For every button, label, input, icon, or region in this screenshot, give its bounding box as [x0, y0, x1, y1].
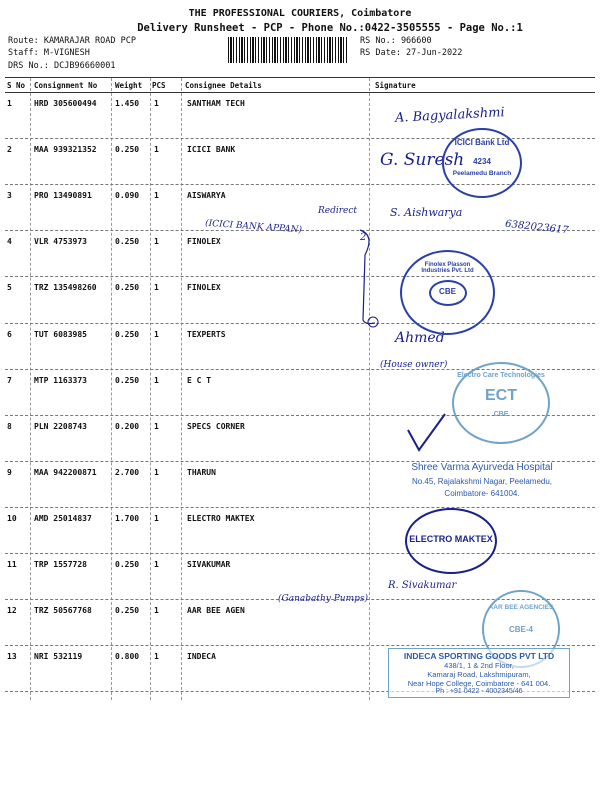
- row-divider: [5, 553, 595, 554]
- varma-hospital-stamp: Shree Varma Ayurveda Hospital No.45, Rajalakshmi Nagar, Peelamedu, Coimbatore- 641004.: [411, 462, 553, 498]
- cell-pcs: 1: [154, 283, 159, 293]
- cell-pcs: 1: [154, 375, 159, 385]
- cell-consignee: SIVAKUMAR: [187, 560, 231, 569]
- cell-consignment-no: TRP 1557728: [34, 560, 87, 569]
- signature-row-11: R. Sivakumar: [388, 580, 457, 591]
- ect-stamp: Electro Care Technologies ECT CBE: [452, 362, 550, 444]
- cell-weight: 2.700: [115, 467, 140, 477]
- cell-consignee: THARUN: [187, 467, 216, 477]
- cell-sno: 6: [7, 329, 12, 339]
- row-divider: [5, 276, 595, 277]
- cell-pcs: 1: [154, 99, 159, 108]
- cell-consignment-no: PRO 13490891: [34, 191, 92, 201]
- signature-row-3: S. Aishwarya: [390, 206, 463, 219]
- cell-consignment-no: HRD 305600494: [34, 99, 97, 108]
- cell-weight: 0.250: [115, 237, 140, 247]
- column-divider: [181, 78, 182, 700]
- column-divider: [369, 78, 370, 700]
- rs-date: RS Date: 27-Jun-2022: [360, 48, 463, 58]
- cell-sno: 10: [7, 513, 17, 523]
- cell-pcs: 1: [154, 421, 159, 431]
- cell-weight: 0.800: [115, 652, 140, 662]
- row-divider: [5, 323, 595, 324]
- cell-weight: 0.250: [115, 329, 140, 339]
- cell-weight: 0.250: [115, 375, 140, 385]
- cell-sno: 5: [7, 283, 12, 293]
- col-header-consignment: Consignment No: [34, 81, 98, 90]
- cell-sno: 2: [7, 145, 12, 155]
- cell-consignment-no: MTP 1163373: [34, 375, 87, 385]
- cell-consignee: ICICI BANK: [187, 145, 236, 155]
- signature-row-2: G. Suresh: [380, 150, 465, 170]
- row-divider: [5, 507, 595, 508]
- cell-consignee: ELECTRO MAKTEX: [187, 513, 255, 523]
- cell-weight: 1.450: [115, 99, 140, 108]
- cell-weight: 0.250: [115, 606, 140, 616]
- cell-sno: 11: [7, 560, 17, 569]
- route-label: Route: KAMARAJAR ROAD PCP: [8, 36, 136, 46]
- indeca-stamp: INDECA SPORTING GOODS PVT LTD 438/1, 1 & 2nd Floor, Kamaraj Road, Lakshmipuram, Near Hope College, Coimbatore - 641 004. Ph : +91 0422 - 4002345/46: [388, 648, 570, 698]
- redirect-word: Redirect: [318, 206, 358, 216]
- cell-weight: 0.250: [115, 145, 140, 155]
- cell-pcs: 1: [154, 513, 159, 523]
- cell-consignment-no: MAA 942200871: [34, 467, 97, 477]
- cell-weight: 0.090: [115, 191, 140, 201]
- cell-sno: 13: [7, 652, 17, 662]
- cell-consignment-no: TRZ 50567768: [34, 606, 92, 616]
- cell-pcs: 1: [154, 652, 159, 662]
- electro-maktex-stamp: ELECTRO MAKTEX: [405, 508, 497, 574]
- staff-label: Staff: M-VIGNESH: [8, 48, 90, 58]
- cell-pcs: 1: [154, 329, 159, 339]
- cell-sno: 7: [7, 375, 12, 385]
- cell-sno: 1: [7, 99, 12, 108]
- phone-row-3: 6382023617: [504, 218, 570, 237]
- cell-weight: 0.250: [115, 560, 140, 569]
- cell-sno: 4: [7, 237, 12, 247]
- cell-weight: 0.200: [115, 421, 140, 431]
- table-top-rule: [5, 77, 595, 78]
- finolex-stamp: Finolex Plasson Industries Pvt. Ltd CBE: [400, 250, 495, 335]
- redirect-arrow-icon: [355, 225, 385, 335]
- ganabathy-note: (Ganabathy Pumps): [278, 594, 368, 604]
- signature-row-1: A. Bagyalakshmi: [394, 105, 506, 126]
- cell-pcs: 1: [154, 191, 159, 201]
- rs-number: RS No.: 966600: [360, 36, 432, 46]
- cell-consignee: FINOLEX: [187, 283, 221, 293]
- column-divider: [111, 78, 112, 700]
- cell-consignee: SPECS CORNER: [187, 421, 245, 431]
- runsheet-title: Delivery Runsheet - PCP - Phone No.:0422-3505555 - Page No.:1: [137, 22, 523, 34]
- cell-consignment-no: PLN 2208743: [34, 421, 87, 431]
- cell-consignee: E C T: [187, 375, 212, 385]
- aar-bee-stamp: AAR BEE AGENCIES CBE-4: [482, 590, 560, 668]
- cell-consignment-no: MAA 939321352: [34, 145, 97, 155]
- cell-consignment-no: NRI 532119: [34, 652, 83, 662]
- mark-row-4: 2: [360, 232, 367, 243]
- cell-weight: 0.250: [115, 283, 140, 293]
- col-header-weight: Weight: [115, 81, 143, 90]
- col-header-consignee: Consignee Details: [185, 81, 262, 90]
- cell-pcs: 1: [154, 606, 159, 616]
- cell-sno: 3: [7, 191, 12, 201]
- redirect-note: (ICICI BANK APPAN): [204, 218, 303, 236]
- cell-sno: 12: [7, 606, 17, 616]
- signature-row-6-scribble: Ahmed: [395, 330, 445, 346]
- barcode: [228, 37, 348, 63]
- house-owner-note: (House owner): [380, 360, 448, 370]
- cell-consignment-no: TUT 6083985: [34, 329, 87, 339]
- column-divider: [150, 78, 151, 700]
- table-header-rule: [5, 92, 595, 93]
- cell-consignee: AISWARYA: [187, 191, 226, 201]
- col-header-signature: Signature: [375, 81, 416, 90]
- col-header-sno: S No: [7, 81, 26, 90]
- cell-weight: 1.700: [115, 513, 140, 523]
- drs-number: DRS No.: DCJB96660001: [8, 61, 116, 71]
- company-name: THE PROFESSIONAL COURIERS, Coimbatore: [188, 8, 412, 19]
- cell-consignment-no: VLR 4753973: [34, 237, 87, 247]
- column-divider: [30, 78, 31, 700]
- cell-sno: 8: [7, 421, 12, 431]
- cell-consignee: SANTHAM TECH: [187, 99, 245, 108]
- check-mark-icon: [405, 410, 450, 455]
- cell-consignee: FINOLEX: [187, 237, 221, 247]
- icici-bank-stamp: ICICI Bank Ltd 4234 Peelamedu Branch: [442, 128, 522, 198]
- cell-consignee: INDECA: [187, 652, 216, 662]
- col-header-pcs: PCS: [152, 81, 166, 90]
- cell-sno: 9: [7, 467, 12, 477]
- cell-pcs: 1: [154, 237, 159, 247]
- cell-consignment-no: TRZ 135498260: [34, 283, 97, 293]
- cell-pcs: 1: [154, 560, 159, 569]
- cell-consignment-no: AMD 25014837: [34, 513, 92, 523]
- cell-consignee: AAR BEE AGEN: [187, 606, 245, 616]
- cell-pcs: 1: [154, 467, 159, 477]
- cell-pcs: 1: [154, 145, 159, 155]
- cell-consignee: TEXPERTS: [187, 329, 226, 339]
